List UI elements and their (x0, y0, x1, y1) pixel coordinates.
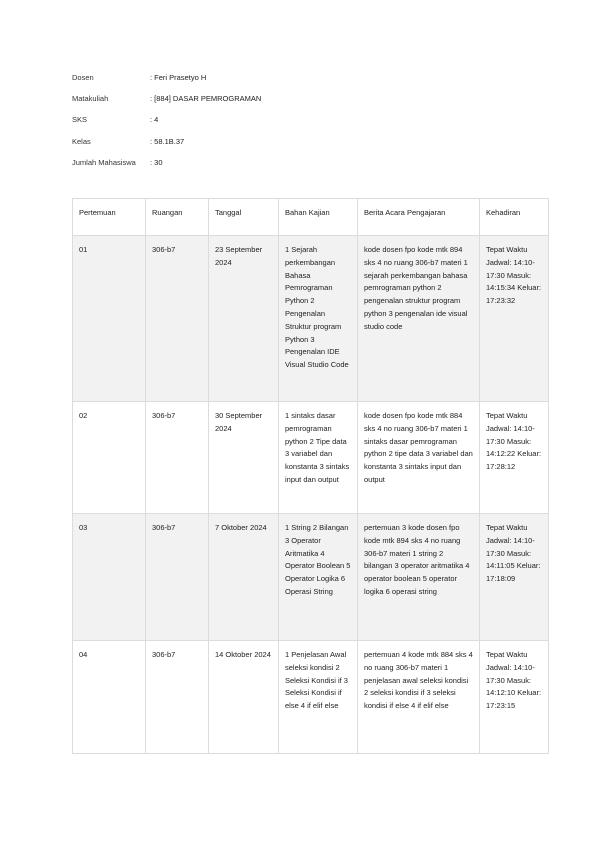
info-row-sks (72, 115, 261, 136)
course-info (72, 73, 261, 179)
cell-tanggal: 23 September 2024 (209, 236, 279, 402)
cell-ruangan: 306-b7 (146, 641, 209, 754)
cell-berita-acara: kode dosen fpo kode mtk 894 sks 4 no ruang 306-b7 materi 1 sejarah perkembangan bahasa pemrograman python 2 pengenalan struktur program python 3 pengenalan ide visual studio code (358, 236, 480, 402)
info-row-dosen (72, 73, 261, 94)
matakuliah-value: : [884] DASAR PEMROGRAMAN (150, 94, 262, 104)
kelas-label: Kelas (72, 136, 91, 146)
cell-bahan-kajian: 1 String 2 Bilangan 3 Operator Aritmatika 4 Operator Boolean 5 Operator Logika 6 Operasi String (279, 514, 358, 641)
cell-ruangan: 306-b7 (146, 236, 209, 402)
header-bahan-kajian: Bahan Kajian (279, 199, 358, 236)
info-row-matakuliah (72, 94, 261, 115)
cell-pertemuan: 03 (73, 514, 146, 641)
cell-berita-acara: kode dosen fpo kode mtk 884 sks 4 no ruang 306-b7 materi 1 sintaks dasar pemrograman python 2 tipe data 3 variabel dan konstanta 3 sintaks input dan output (358, 402, 480, 514)
table-header-row (73, 199, 549, 236)
cell-ruangan: 306-b7 (146, 514, 209, 641)
dosen-label: Dosen (72, 73, 94, 82)
table-row (73, 402, 549, 514)
cell-kehadiran: Tepat Waktu Jadwal: 14:10-17:30 Masuk: 14:15:34 Keluar: 17:23:32 (480, 236, 549, 402)
table-row (73, 641, 549, 754)
dosen-value: : Feri Prasetyo H (150, 73, 207, 82)
cell-kehadiran: Tepat Waktu Jadwal: 14:10-17:30 Masuk: 14:12:10 Keluar: 17:23:15 (480, 641, 549, 754)
header-pertemuan: Pertemuan (73, 199, 146, 236)
jumlah-value: : 30 (150, 157, 163, 167)
cell-kehadiran: Tepat Waktu Jadwal: 14:10-17:30 Masuk: 14:12:22 Keluar: 17:28:12 (480, 402, 549, 514)
header-berita-acara: Berita Acara Pengajaran (358, 199, 480, 236)
table-row (73, 236, 549, 402)
header-kehadiran: Kehadiran (480, 199, 549, 236)
cell-bahan-kajian: 1 Sejarah perkembangan Bahasa Pemrograman Python 2 Pengenalan Struktur program Python 3 Pengenalan IDE Visual Studio Code (279, 236, 358, 402)
matakuliah-label: Matakuliah (72, 94, 109, 104)
cell-ruangan: 306-b7 (146, 402, 209, 514)
info-row-jumlah (72, 158, 261, 179)
kelas-value: : 58.1B.37 (150, 136, 185, 146)
cell-pertemuan: 01 (73, 236, 146, 402)
sks-label: SKS (72, 115, 88, 125)
sks-value: : 4 (150, 115, 159, 125)
cell-pertemuan: 04 (73, 641, 146, 754)
header-ruangan: Ruangan (146, 199, 209, 236)
cell-tanggal: 7 Oktober 2024 (209, 514, 279, 641)
table-row (73, 514, 549, 641)
cell-pertemuan: 02 (73, 402, 146, 514)
cell-bahan-kajian: 1 Penjelasan Awal seleksi kondisi 2 Seleksi Kondisi if 3 Seleksi Kondisi if else 4 if elif else (279, 641, 358, 754)
header-tanggal: Tanggal (209, 199, 279, 236)
cell-tanggal: 14 Oktober 2024 (209, 641, 279, 754)
attendance-table (72, 198, 549, 754)
jumlah-label: Jumlah Mahasiswa (72, 157, 136, 167)
cell-berita-acara: pertemuan 4 kode mtk 884 sks 4 no ruang 306-b7 materi 1 penjelasan awal seleksi kondisi 2 seleksi kondisi if 3 seleksi kondisi if else 4 if elif else (358, 641, 480, 754)
cell-berita-acara: pertemuan 3 kode dosen fpo kode mtk 894 sks 4 no ruang 306-b7 materi 1 string 2 bilangan 3 operator aritmatika 4 operator boolean 5 operator logika 6 operasi string (358, 514, 480, 641)
cell-kehadiran: Tepat Waktu Jadwal: 14:10-17:30 Masuk: 14:11:05 Keluar: 17:18:09 (480, 514, 549, 641)
cell-bahan-kajian: 1 sintaks dasar pemrograman python 2 Tipe data 3 variabel dan konstanta 3 sintaks input dan output (279, 402, 358, 514)
info-row-kelas (72, 137, 261, 158)
cell-tanggal: 30 September 2024 (209, 402, 279, 514)
